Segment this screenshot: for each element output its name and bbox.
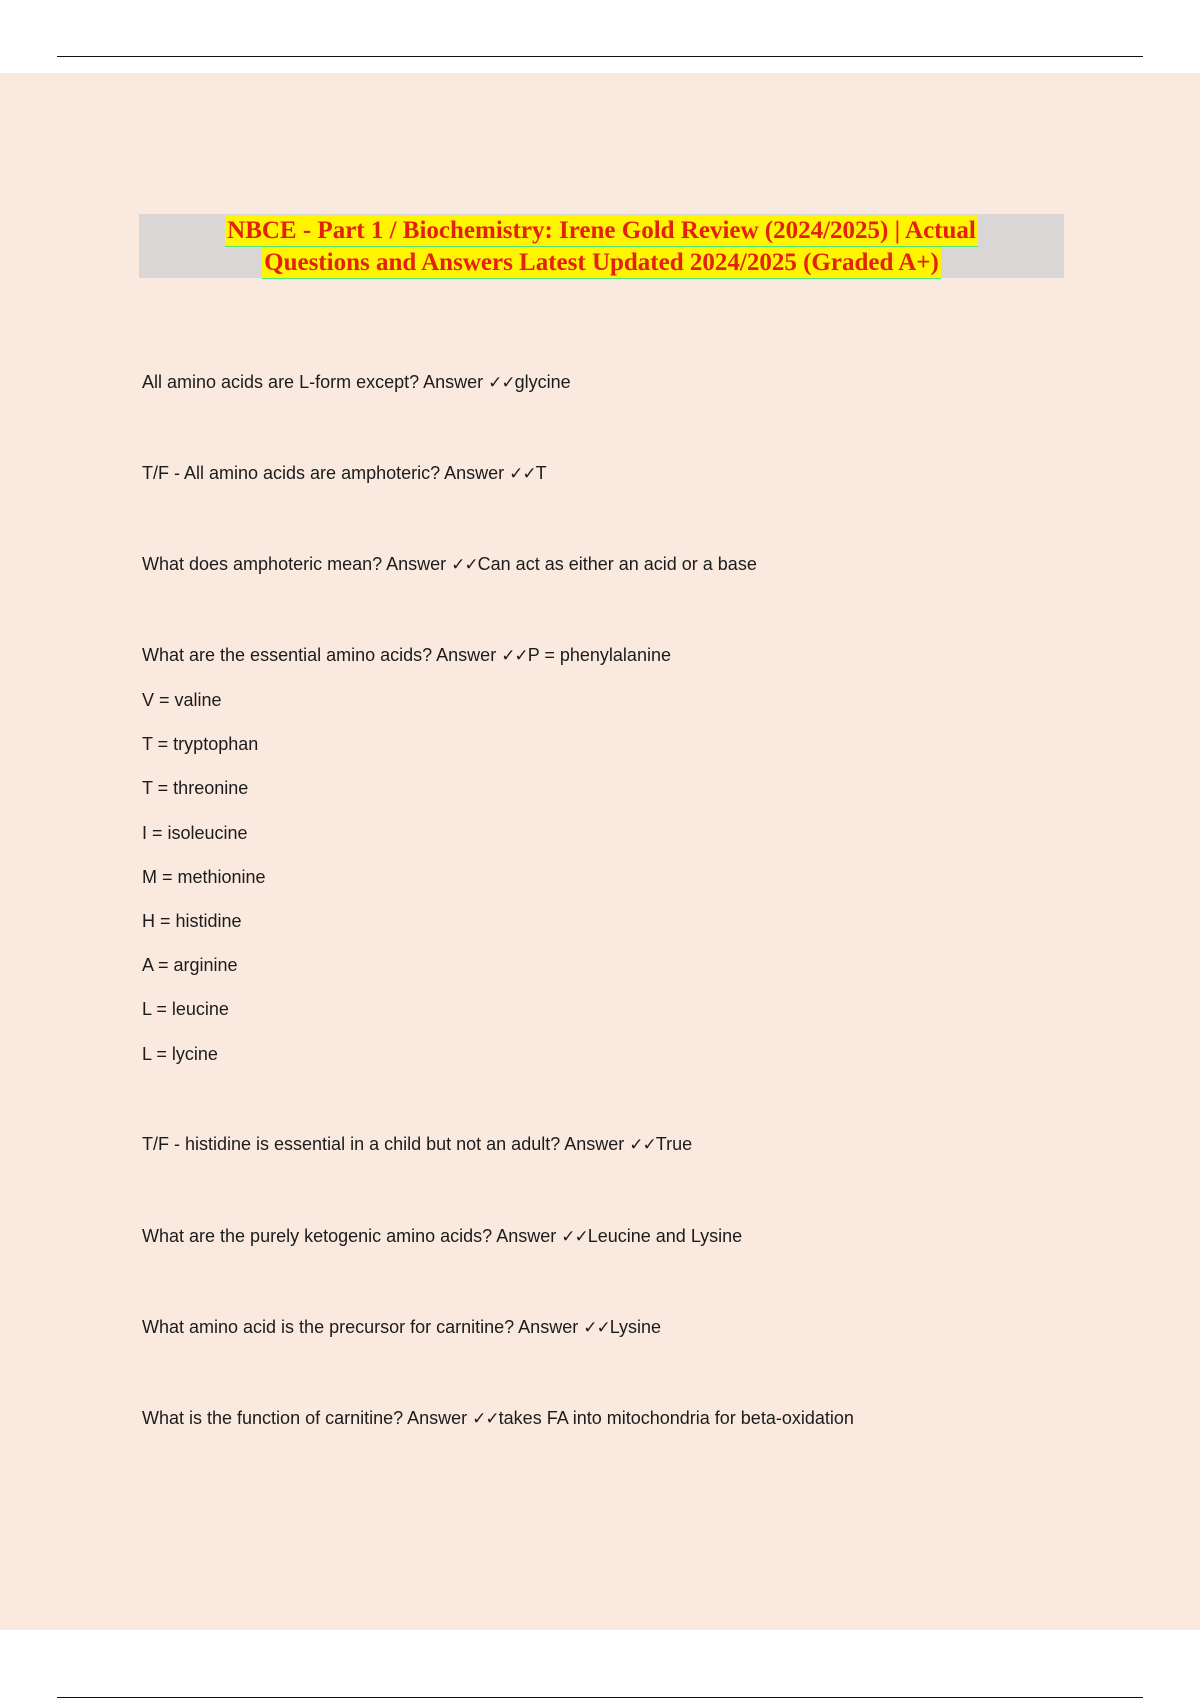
double-check-icon: ✓✓ [583,1318,610,1338]
question-text: T/F - histidine is essential in a child but not an adult? Answer [142,1134,630,1154]
answer-text: Leucine and Lysine [587,1226,743,1246]
list-item: I = isoleucine [142,823,248,843]
question-text: What is the function of carnitine? Answer [142,1408,473,1428]
question-text: What does amphoteric mean? Answer [142,554,452,574]
list-item: T = tryptophan [142,734,259,754]
list-item: T = threonine [142,778,249,798]
qa-item-5 [142,1133,692,1156]
double-check-icon: ✓✓ [488,373,515,393]
double-check-icon: ✓✓ [501,646,528,666]
answer-text: Lysine [609,1317,662,1337]
qa-item-6 [142,1225,742,1248]
list-item: A = arginine [142,955,238,975]
footer-rule [57,1697,1143,1698]
question-text: T/F - All amino acids are amphoteric? Answer [142,463,510,483]
title-line-2: Questions and Answers Latest Updated 2024/2025 (Graded A+) [262,247,941,279]
list-item: L = lycine [142,1044,218,1064]
answer-text: True [655,1134,693,1154]
qa-item-4 [142,644,671,667]
list-item: L = leucine [142,999,229,1019]
answer-text: takes FA into mitochondria for beta-oxidation [498,1408,854,1428]
qa-item-7 [142,1316,661,1339]
qa-item-2 [142,462,547,485]
answer-text: P = phenylalanine [527,645,671,665]
list-item: M = methionine [142,867,266,887]
qa-item-8 [142,1407,854,1430]
answer-text: Can act as either an acid or a base [477,554,757,574]
title-block [139,214,1064,278]
question-text: What amino acid is the precursor for carnitine? Answer [142,1317,584,1337]
double-check-icon: ✓✓ [451,555,478,575]
answer-text: glycine [514,372,571,392]
question-text: What are the essential amino acids? Answer [142,645,502,665]
qa-item-3 [142,553,757,576]
document-page [0,73,1200,1630]
question-text: All amino acids are L-form except? Answer [142,372,489,392]
title-line-1: NBCE - Part 1 / Biochemistry: Irene Gold Review (2024/2025) | Actual [225,215,978,247]
question-text: What are the purely ketogenic amino acids? Answer [142,1226,562,1246]
answer-text: T [535,463,547,483]
header-rule [57,56,1143,57]
list-item: H = histidine [142,911,242,931]
qa-item-1 [142,371,571,394]
double-check-icon: ✓✓ [509,464,536,484]
double-check-icon: ✓✓ [629,1135,656,1155]
double-check-icon: ✓✓ [561,1227,588,1247]
double-check-icon: ✓✓ [472,1409,499,1429]
list-item: V = valine [142,690,222,710]
